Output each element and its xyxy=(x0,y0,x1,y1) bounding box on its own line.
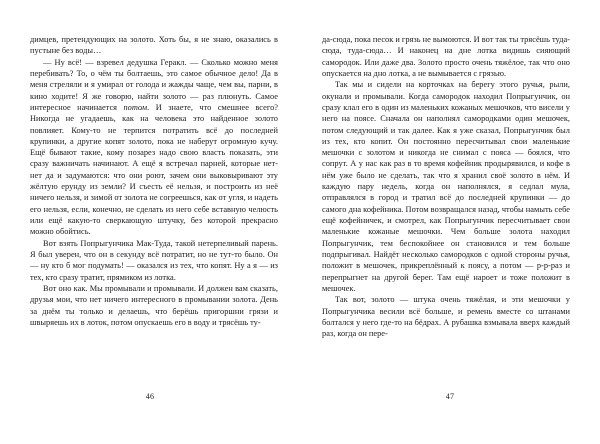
page-number-left: 46 xyxy=(145,392,155,401)
paragraph: димцев, претендующих на золото. Хоть бы, я не знаю, оказались в пустыне без воды… xyxy=(30,35,278,56)
page-right-text-block xyxy=(322,34,570,339)
paragraph xyxy=(30,57,278,238)
paragraph: Так мы и сидели на корточках на берегу этого ручья, рыли, окунали и промывали. Когда самородок находил Попрыгунчик, он сразу клал его в один из маленьких кожаных мешочков, что висели у него на поясе. Сначала он наполнял самородками один мешочек, потом следующий и так далее. Как я уже сказал, Попрыгунчик был из тех, кто копит. Он постоянно пересчитывал свои маленькие мешочки с золотом и никогда не снимал с пояса — боялся, что сопрут. А у нас как раз в то время кофейник продырявился, и кофе в нём уже было не сделать, так что я хранил своё золото в нём. И каждую пару недель, когда он наполнялся, я седлал мула, отправлялся в город и тратил всё до последней крупинки — до самого дна кофейника. Потом возвращался назад, чтобы намыть себе ещё кофейничек, и смотрел, как Попрыгунчик пересчитывает свои маленькие кожаные мешочки. Чем больше золота находил Попрыгунчик, тем беспокойнее он становился и тем больше подпрыгивал. Найдёт несколько самородков с одной стороны ручья, положит в мешочек, прикреплённый к поясу, а потом — р-р-раз и перепрыгнет на другой берег. Там ещё нароет и тоже положит в мешочек. xyxy=(322,80,570,293)
paragraph: Так вот, золото — штука очень тяжёлая, и эти мешочки у Попрыгунчика весили всё больше, и ремень вместе со штанами болтался у него где-то на бёдрах. А рубашка взмывала вверх каждый раз, когда он пере- xyxy=(322,295,570,339)
paragraph-text-part: . И знаете, что смешнее всего? Никогда не угадаешь, как на человека это найденное золото повлияет. Кому-то не терпится потратить всё до последней крупинки, а другие копят золото, пока не наберут огромную кучу. Ещё бывают такие, кому позарез надо свою власть показать, эти сразу важничать начинают. А ещё я встречал парней, которые нет-нет да и задумаются: что они роют, зачем они выковыривают эту жёлтую ерунду из земли? И съесть её нельзя, и построить из неё ничего нельзя, и зимой от золота не согреешься, как от угля, и надеть его нельзя, если, конечно, не сделать из него себе вставную челюсть или ещё какую-то сверкающую штучку, без которой прекрасно можно обойтись. xyxy=(30,102,279,237)
paragraph: да-сюда, пока песок и грязь не вымоются. И вот так ты трясёшь туда-сюда, туда-сюда… И наконец на дне лотка видишь сияющий самородок. Или даже два. Золото просто очень тяжёлое, так что оно опускается на дно лотка, а не вымывается с грязью. xyxy=(322,35,570,78)
paragraph-text-part: — Ну всё! — взревел дедушка Геракл. — Сколько можно меня перебивать? То, о чём ты болтаешь, это самое обычное дело! Да в меня стреляли и я умирал от голода и жажды чаще, чем вы, парни, в кино ходите! Я же говорю, найти золото — раз плюнуть. Самое интересное начинается xyxy=(30,57,278,112)
page-left-text-block xyxy=(30,34,278,328)
paragraph: Вот оно как. Мы промывали и промывали. И должен вам сказать, друзья мои, что нет ничего интересного в промывании золота. День за днём ты только и делаешь, что берёшь пригоршни грязи и швыряешь их в лоток, потом опускаешь его в воду и трясёшь ту- xyxy=(30,283,278,327)
page-number-right: 47 xyxy=(445,392,455,401)
page-right xyxy=(300,0,600,444)
emphasized-word: потом xyxy=(123,102,148,112)
paragraph: Вот взять Попрыгунчика Мак-Туда, такой нетерпеливый парень. Я был уверен, что он в секунду всё потратит, но не тут-то было. Он — ну кто б мог подумать! — оказался из тех, что копят. Ну а я — из тех, кто сразу тратит, прямиком из лотка. xyxy=(30,238,278,282)
